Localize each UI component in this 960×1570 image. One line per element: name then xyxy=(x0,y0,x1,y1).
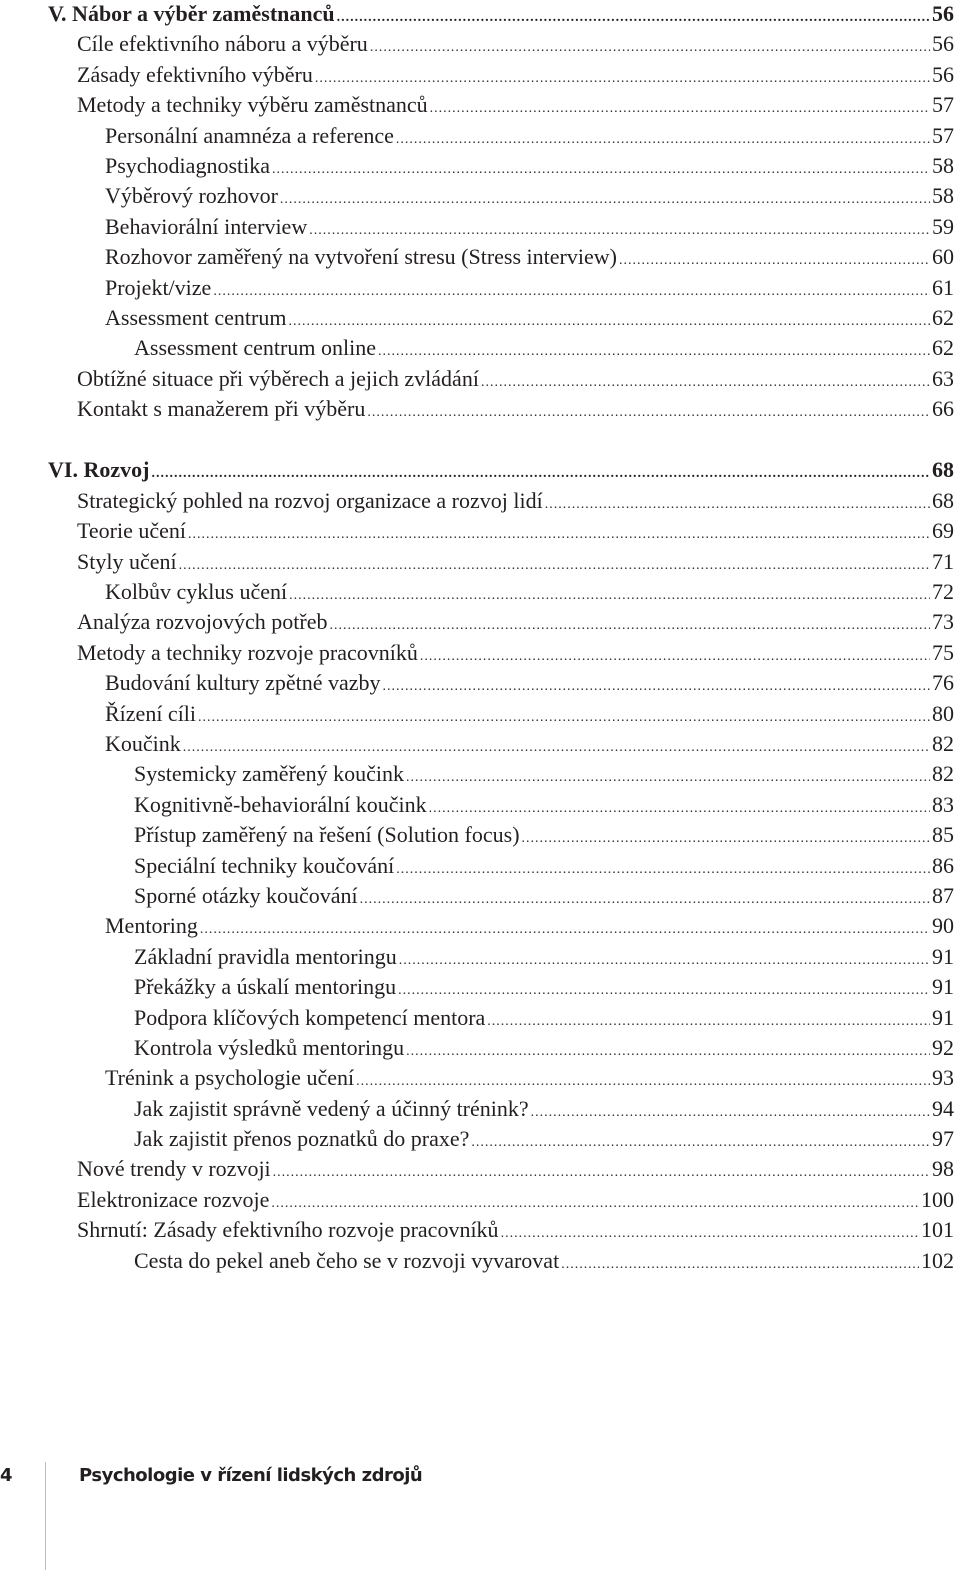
toc-entry-title: Řízení cíli xyxy=(105,700,197,726)
toc-entry-page: 91 xyxy=(932,943,954,969)
toc-entry-title: VI. Rozvoj xyxy=(48,457,150,483)
toc-entry-page: 60 xyxy=(932,244,954,270)
toc-entry[interactable] xyxy=(0,851,954,881)
toc-entry-page: 63 xyxy=(932,365,954,391)
footer-divider xyxy=(45,1462,46,1570)
toc-entry-title: Kolbův cyklus učení xyxy=(105,579,288,605)
toc-entry-page: 56 xyxy=(932,31,954,57)
toc-entry-title: Budování kultury zpětné vazby xyxy=(105,670,381,696)
toc-entry[interactable] xyxy=(0,364,954,394)
toc-chapter-entry[interactable] xyxy=(0,0,954,29)
toc-entry-title: Cesta do pekel aneb čeho se v rozvoji vyvarovat xyxy=(134,1247,560,1273)
toc-entry-page: 85 xyxy=(932,822,954,848)
toc-entry-title: Podpora klíčových kompetencí mentora xyxy=(134,1004,486,1030)
toc-entry-page: 68 xyxy=(932,487,954,513)
toc-chapter-entry[interactable] xyxy=(0,455,954,485)
toc-entry[interactable] xyxy=(0,181,954,211)
toc-entry[interactable] xyxy=(0,303,954,333)
toc-entry-title: V. Nábor a výběr zaměstnanců xyxy=(48,1,335,26)
toc-entry-title: Behaviorální interview xyxy=(105,213,308,239)
toc-entry-page: 75 xyxy=(932,639,954,665)
toc-entry-title: Assessment centrum online xyxy=(134,335,376,361)
toc-entry-title: Sporné otázky koučování xyxy=(134,882,358,908)
toc-entry-page: 68 xyxy=(932,457,954,483)
toc-entry[interactable] xyxy=(0,60,954,90)
toc-entry-title: Assessment centrum xyxy=(105,304,287,330)
toc-entry-title: Metody a techniky výběru zaměstnanců xyxy=(77,92,428,118)
toc-entry[interactable] xyxy=(0,212,954,242)
toc-entry-page: 71 xyxy=(932,548,954,574)
toc-entry-page: 66 xyxy=(932,396,954,422)
toc-entry-page: 69 xyxy=(932,518,954,544)
toc-entry[interactable] xyxy=(0,1185,954,1215)
toc-entry-title: Kognitivně-behaviorální koučink xyxy=(134,791,427,817)
toc-entry[interactable] xyxy=(0,29,954,59)
toc-entry[interactable] xyxy=(0,1033,954,1063)
toc-entry-page: 61 xyxy=(932,274,954,300)
toc-entry-page: 58 xyxy=(932,152,954,178)
toc-entry-title: Rozhovor zaměřený na vytvoření stresu (Stress interview) xyxy=(105,244,617,270)
dot-leader xyxy=(561,1250,919,1280)
toc-entry-title: Výběrový rozhovor xyxy=(105,183,278,209)
toc-entry-title: Obtížné situace při výběrech a jejich zvládání xyxy=(77,365,479,391)
toc-entry-title: Strategický pohled na rozvoj organizace a rozvoj lidí xyxy=(77,487,543,513)
toc-entry-page: 82 xyxy=(932,730,954,756)
toc-entry-page: 100 xyxy=(921,1186,954,1212)
toc-entry[interactable] xyxy=(0,1094,954,1124)
toc-entry-title: Mentoring xyxy=(105,913,198,939)
toc-entry[interactable] xyxy=(0,333,954,363)
toc-entry[interactable] xyxy=(0,394,954,424)
toc-entry-title: Analýza rozvojových potřeb xyxy=(77,609,328,635)
toc-entry[interactable] xyxy=(0,1003,954,1033)
toc-entry-page: 90 xyxy=(932,913,954,939)
toc-entry[interactable] xyxy=(0,1063,954,1093)
toc-entry-title: Systemicky zaměřený koučink xyxy=(134,761,405,787)
toc-entry[interactable] xyxy=(0,1246,954,1276)
toc-entry-title: Kontrola výsledků mentoringu xyxy=(134,1034,405,1060)
toc-entry-page: 80 xyxy=(932,700,954,726)
toc-entry[interactable] xyxy=(0,90,954,120)
toc-entry-page: 62 xyxy=(932,335,954,361)
toc-entry-page: 83 xyxy=(932,791,954,817)
toc-entry[interactable] xyxy=(0,972,954,1002)
toc-entry-title: Personální anamnéza a reference xyxy=(105,122,394,148)
toc-entry-title: Přístup zaměřený na řešení (Solution focus) xyxy=(134,822,520,848)
toc-entry-page: 101 xyxy=(921,1217,954,1243)
toc-entry[interactable] xyxy=(0,151,954,181)
toc-entry[interactable] xyxy=(0,577,954,607)
toc-entry-title: Základní pravidla mentoringu xyxy=(134,943,397,969)
toc-entry-title: Překážky a úskalí mentoringu xyxy=(134,974,397,1000)
toc-entry-page: 98 xyxy=(932,1156,954,1182)
toc-entry[interactable] xyxy=(0,516,954,546)
toc-entry[interactable] xyxy=(0,820,954,850)
toc-entry-page: 82 xyxy=(932,761,954,787)
toc-entry[interactable] xyxy=(0,759,954,789)
toc-entry-title: Nové trendy v rozvoji xyxy=(77,1156,271,1182)
toc-entry[interactable] xyxy=(0,486,954,516)
toc-entry-page: 58 xyxy=(932,183,954,209)
toc-entry-title: Metody a techniky rozvoje pracovníků xyxy=(77,639,418,665)
page-number: 4 xyxy=(0,1465,13,1486)
toc-entry[interactable] xyxy=(0,273,954,303)
toc-entry-page: 62 xyxy=(932,304,954,330)
toc-entry-title: Shrnutí: Zásady efektivního rozvoje pracovníků xyxy=(77,1217,499,1243)
toc-entry-title: Jak zajistit správně vedený a účinný trénink? xyxy=(134,1095,529,1121)
toc-entry-page: 56 xyxy=(932,1,954,26)
toc-entry-page: 97 xyxy=(932,1126,954,1152)
toc-entry-page: 73 xyxy=(932,609,954,635)
toc-entry[interactable] xyxy=(0,242,954,272)
toc-entry[interactable] xyxy=(0,790,954,820)
toc-entry-page: 102 xyxy=(921,1247,954,1273)
toc-entry[interactable] xyxy=(0,121,954,151)
toc-entry-title: Koučink xyxy=(105,730,181,756)
toc-entry-page: 92 xyxy=(932,1034,954,1060)
toc-entry[interactable] xyxy=(0,668,954,698)
toc-entry-title: Jak zajistit přenos poznatků do praxe? xyxy=(134,1126,470,1152)
toc-entry[interactable] xyxy=(0,881,954,911)
toc-entry-title: Kontakt s manažerem při výběru xyxy=(77,396,366,422)
toc-entry-title: Trénink a psychologie učení xyxy=(105,1065,355,1091)
toc-entry-page: 87 xyxy=(932,882,954,908)
toc-entry-page: 93 xyxy=(932,1065,954,1091)
toc-entry-page: 91 xyxy=(932,1004,954,1030)
toc-entry-page: 57 xyxy=(932,122,954,148)
page-footer xyxy=(0,1462,960,1502)
toc-entry-page: 86 xyxy=(932,852,954,878)
toc-entry[interactable] xyxy=(0,1124,954,1154)
running-title: Psychologie v řízení lidských zdrojů xyxy=(79,1465,423,1486)
toc-entry-page: 94 xyxy=(932,1095,954,1121)
toc-entry-title: Styly učení xyxy=(77,548,177,574)
toc-entry[interactable] xyxy=(0,911,954,941)
toc-entry[interactable] xyxy=(0,942,954,972)
toc-entry-page: 91 xyxy=(932,974,954,1000)
toc-entry-title: Speciální techniky koučování xyxy=(134,852,395,878)
toc-entry-page: 59 xyxy=(932,213,954,239)
toc-entry[interactable] xyxy=(0,1215,954,1245)
toc-entry[interactable] xyxy=(0,699,954,729)
toc-entry-title: Cíle efektivního náboru a výběru xyxy=(77,31,368,57)
toc-entry-title: Zásady efektivního výběru xyxy=(77,61,313,87)
toc-entry-page: 76 xyxy=(932,670,954,696)
toc-entry[interactable] xyxy=(0,547,954,577)
toc-entry-title: Psychodiagnostika xyxy=(105,152,270,178)
toc-entry-page: 57 xyxy=(932,92,954,118)
toc-entry[interactable] xyxy=(0,638,954,668)
toc-entry-title: Elektronizace rozvoje xyxy=(77,1186,270,1212)
dot-leader xyxy=(367,398,930,428)
toc-entry-page: 56 xyxy=(932,61,954,87)
toc-entry-title: Projekt/vize xyxy=(105,274,212,300)
toc-entry[interactable] xyxy=(0,1154,954,1184)
toc-entry[interactable] xyxy=(0,607,954,637)
toc-entry-title: Teorie učení xyxy=(77,518,187,544)
toc-entry-page: 72 xyxy=(932,579,954,605)
toc-entry[interactable] xyxy=(0,729,954,759)
